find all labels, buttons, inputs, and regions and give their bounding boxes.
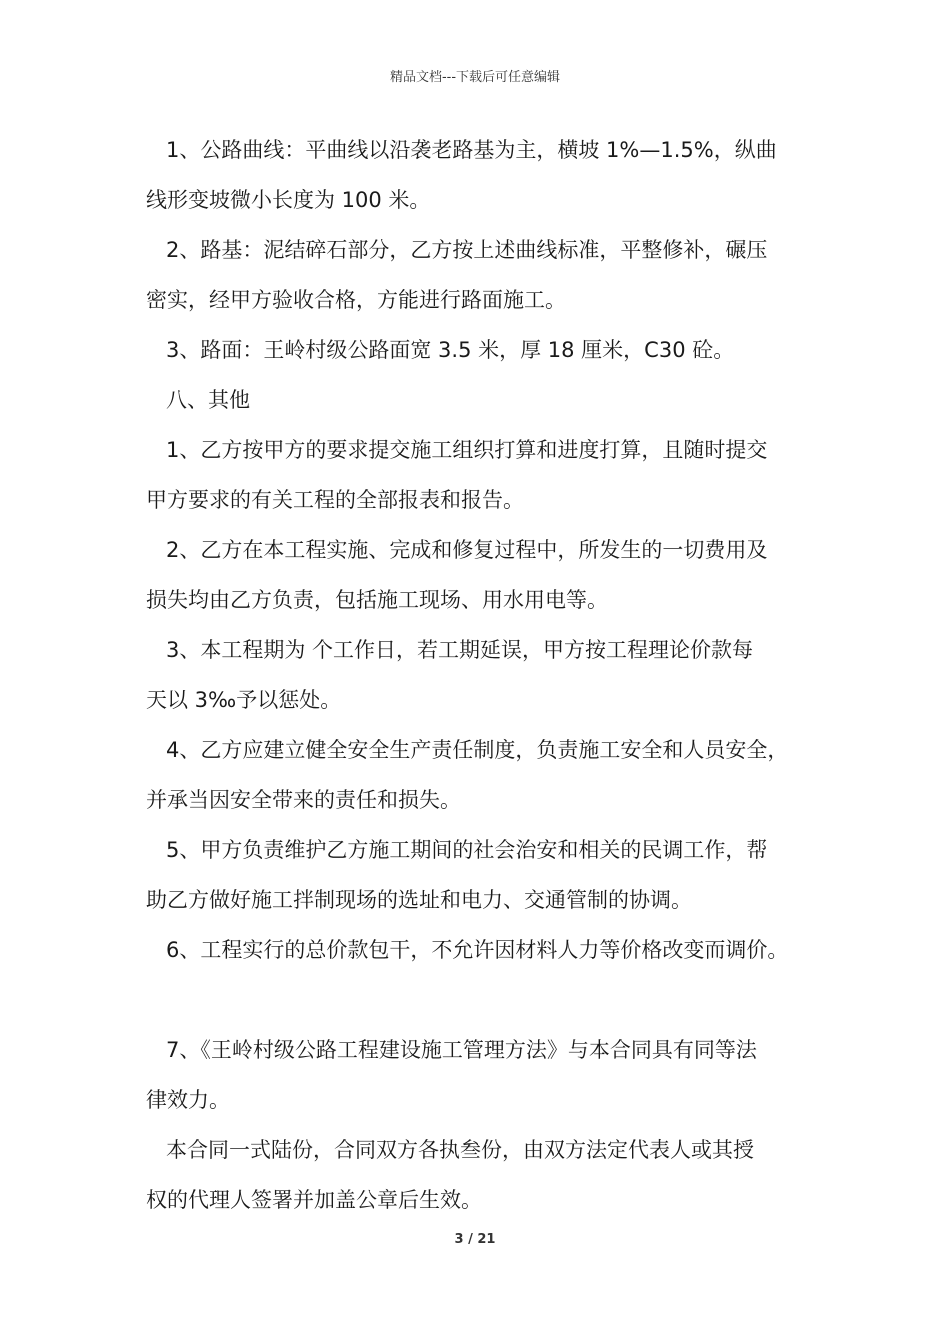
page-number: 3 / 21 (454, 1232, 496, 1247)
paragraph-line-18: 7、《王岭村级公路工程建设施工管理方法》与本合同具有同等法 (166, 1038, 757, 1062)
paragraph-line-10: 损失均由乙方负责，包括施工现场、用水用电等。 (146, 588, 608, 612)
paragraph-line-7: 1、乙方按甲方的要求提交施工组织打算和进度打算，且随时提交 (166, 438, 768, 462)
paragraph-line-17: 6、工程实行的总价款包干，不允许因材料人力等价格改变而调价。 (166, 938, 789, 962)
paragraph-line-21: 权的代理人签署并加盖公章后生效。 (146, 1188, 482, 1212)
paragraph-line-2: 线形变坡微小长度为 100 米。 (146, 188, 431, 212)
paragraph-line-9: 2、乙方在本工程实施、完成和修复过程中，所发生的一切费用及 (166, 538, 768, 562)
paragraph-line-4: 密实，经甲方验收合格，方能进行路面施工。 (146, 288, 566, 312)
paragraph-line-15: 5、甲方负责维护乙方施工期间的社会治安和相关的民调工作，帮 (166, 838, 768, 862)
paragraph-line-20: 本合同一式陆份，合同双方各执叁份，由双方法定代表人或其授 (166, 1138, 754, 1162)
paragraph-line-5: 3、路面：王岭村级公路面宽 3.5 米，厚 18 厘米，C30 砼。 (166, 338, 735, 362)
page-header: 精品文档---下载后可任意编辑 (389, 70, 561, 85)
paragraph-line-14: 并承当因安全带来的责任和损失。 (146, 788, 461, 812)
paragraph-line-1: 1、公路曲线：平曲线以沿袭老路基为主，横坡 1%—1.5%，纵曲 (166, 138, 777, 162)
paragraph-line-19: 律效力。 (146, 1088, 230, 1112)
section-heading: 八、其他 (166, 388, 250, 412)
paragraph-line-13: 4、乙方应建立健全安全生产责任制度，负责施工安全和人员安全， (166, 738, 789, 762)
paragraph-line-11: 3、本工程期为 个工作日，若工期延误，甲方按工程理论价款每 (166, 638, 754, 662)
paragraph-line-8: 甲方要求的有关工程的全部报表和报告。 (146, 488, 524, 512)
paragraph-line-16: 助乙方做好施工拌制现场的选址和电力、交通管制的协调。 (146, 888, 692, 912)
paragraph-line-12: 天以 3‰予以惩处。 (146, 688, 342, 712)
paragraph-line-3: 2、路基：泥结碎石部分，乙方按上述曲线标准，平整修补，碾压 (166, 238, 768, 262)
